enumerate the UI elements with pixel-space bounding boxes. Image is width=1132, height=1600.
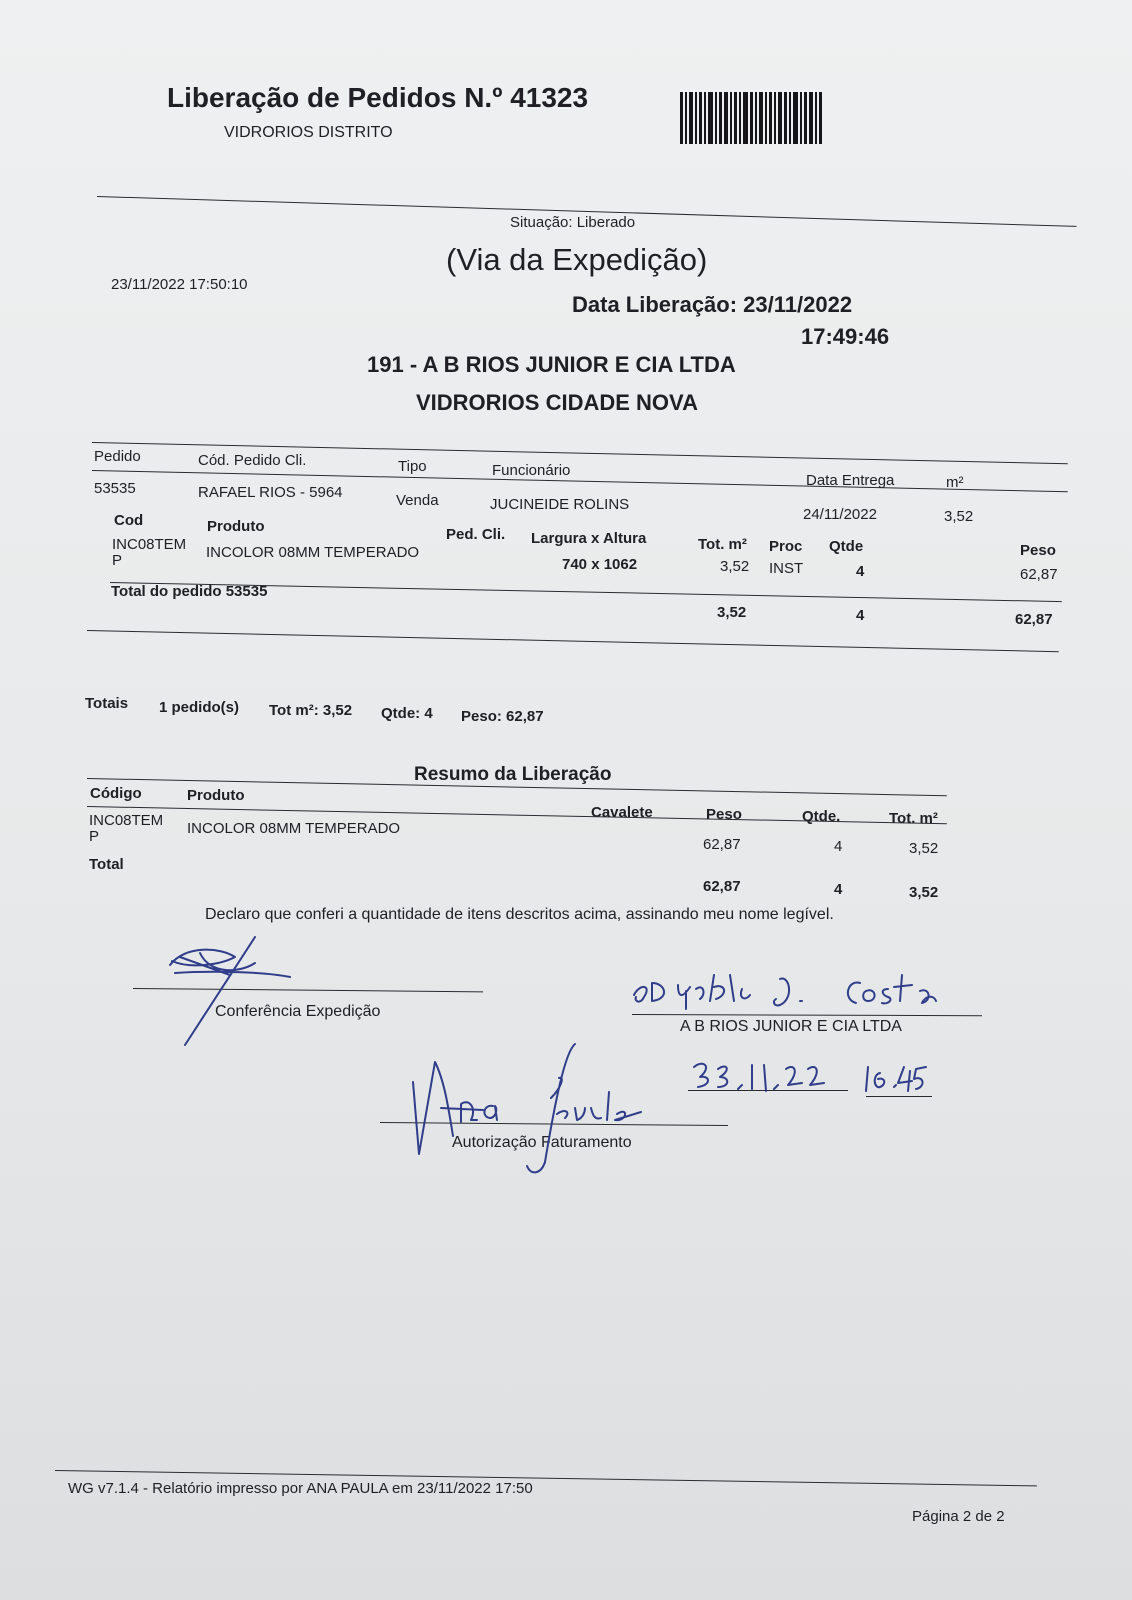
summary-col-peso: Peso bbox=[706, 806, 742, 823]
item-proc: INST bbox=[769, 560, 804, 577]
cell-tipo: Venda bbox=[396, 492, 439, 509]
order-total-m2: 3,52 bbox=[717, 604, 747, 621]
print-timestamp: 23/11/2022 17:50:10 bbox=[111, 276, 248, 293]
col-produto: Produto bbox=[207, 518, 265, 535]
order-total-label: Total do pedido 53535 bbox=[111, 583, 268, 600]
order-total-peso: 62,87 bbox=[1015, 611, 1053, 628]
totals-qtde: Qtde: 4 bbox=[381, 705, 433, 722]
issuer-company: VIDRORIOS DISTRITO bbox=[224, 124, 393, 141]
client-signature-label: A B RIOS JUNIOR E CIA LTDA bbox=[680, 1018, 902, 1035]
summary-total-label: Total bbox=[89, 856, 124, 873]
item-dims: 740 x 1062 bbox=[562, 556, 638, 573]
col-largura-altura: Largura x Altura bbox=[531, 530, 647, 547]
release-time: 17:49:46 bbox=[801, 324, 890, 349]
summary-total-peso: 62,87 bbox=[703, 878, 741, 895]
item-tot-m2: 3,52 bbox=[720, 558, 750, 575]
totals-pedidos: 1 pedido(s) bbox=[159, 699, 240, 716]
cell-pedido: 53535 bbox=[94, 480, 136, 497]
client-branch: VIDRORIOS CIDADE NOVA bbox=[416, 390, 698, 415]
summary-cod: INC08TEM bbox=[89, 812, 164, 829]
summary-produto: INCOLOR 08MM TEMPERADO bbox=[187, 820, 401, 837]
order-total-qtde: 4 bbox=[856, 607, 865, 624]
release-date: Data Liberação: 23/11/2022 bbox=[572, 292, 853, 317]
cell-m2: 3,52 bbox=[944, 508, 974, 525]
col-cod-pedido-cli: Cód. Pedido Cli. bbox=[198, 452, 307, 469]
item-cod-cont: P bbox=[112, 552, 123, 569]
declaration-text: Declaro que conferi a quantidade de itens descritos acima, assinando meu nome legível. bbox=[205, 906, 834, 923]
barcode bbox=[680, 92, 856, 144]
totals-m2: Tot m²: 3,52 bbox=[269, 702, 353, 719]
col-m2: m² bbox=[946, 474, 964, 491]
item-qtde: 4 bbox=[856, 563, 865, 580]
summary-tot-m2: 3,52 bbox=[909, 840, 939, 857]
handwritten-datetime bbox=[690, 1055, 960, 1105]
conferencia-signature bbox=[160, 935, 290, 1065]
summary-col-produto: Produto bbox=[187, 787, 245, 804]
summary-col-cavalete: Cavalete bbox=[591, 804, 653, 821]
item-produto: INCOLOR 08MM TEMPERADO bbox=[206, 544, 420, 561]
col-cod: Cod bbox=[114, 512, 144, 529]
order-table-bottom-rule bbox=[87, 630, 1059, 652]
status-text: Situação: Liberado bbox=[510, 214, 636, 231]
copy-type: (Via da Expedição) bbox=[446, 242, 708, 277]
conferencia-label: Conferência Expedição bbox=[215, 1003, 381, 1020]
item-peso: 62,87 bbox=[1020, 566, 1058, 583]
col-funcionario: Funcionário bbox=[492, 462, 571, 479]
col-ped-cli: Ped. Cli. bbox=[446, 526, 506, 543]
summary-qtde: 4 bbox=[834, 838, 843, 855]
document-title: Liberação de Pedidos N.º 41323 bbox=[167, 82, 589, 113]
summary-peso: 62,87 bbox=[703, 836, 741, 853]
client-name: 191 - A B RIOS JUNIOR E CIA LTDA bbox=[367, 352, 736, 377]
totals-peso: Peso: 62,87 bbox=[461, 708, 544, 725]
col-qtde: Qtde bbox=[829, 538, 864, 555]
col-proc: Proc bbox=[769, 538, 803, 555]
totals-label: Totais bbox=[85, 695, 129, 712]
col-tot-m2: Tot. m² bbox=[698, 536, 747, 553]
cell-data-entrega: 24/11/2022 bbox=[803, 506, 877, 523]
page-number: Página 2 de 2 bbox=[912, 1508, 1005, 1525]
cell-cod-pedido-cli: RAFAEL RIOS - 5964 bbox=[198, 484, 343, 501]
summary-title: Resumo da Liberação bbox=[414, 764, 612, 785]
summary-col-qtde: Qtde. bbox=[802, 808, 841, 825]
summary-col-tot-m2: Tot. m² bbox=[889, 810, 938, 827]
client-handwritten-name bbox=[630, 965, 960, 1015]
autorizacao-label: Autorização Faturamento bbox=[452, 1134, 632, 1151]
summary-total-m2: 3,52 bbox=[909, 884, 939, 901]
summary-cod-cont: P bbox=[89, 828, 100, 845]
col-tipo: Tipo bbox=[398, 458, 427, 475]
cell-funcionario: JUCINEIDE ROLINS bbox=[490, 496, 630, 513]
summary-total-qtde: 4 bbox=[834, 881, 843, 898]
item-cod: INC08TEM bbox=[112, 536, 187, 553]
col-pedido: Pedido bbox=[94, 448, 141, 465]
summary-col-codigo: Código bbox=[90, 785, 142, 802]
footer-printed-by: WG v7.1.4 - Relatório impresso por ANA PAULA em 23/11/2022 17:50 bbox=[68, 1480, 533, 1497]
col-data-entrega: Data Entrega bbox=[806, 472, 895, 489]
autorizacao-signature bbox=[405, 1042, 645, 1182]
col-peso: Peso bbox=[1020, 542, 1056, 559]
